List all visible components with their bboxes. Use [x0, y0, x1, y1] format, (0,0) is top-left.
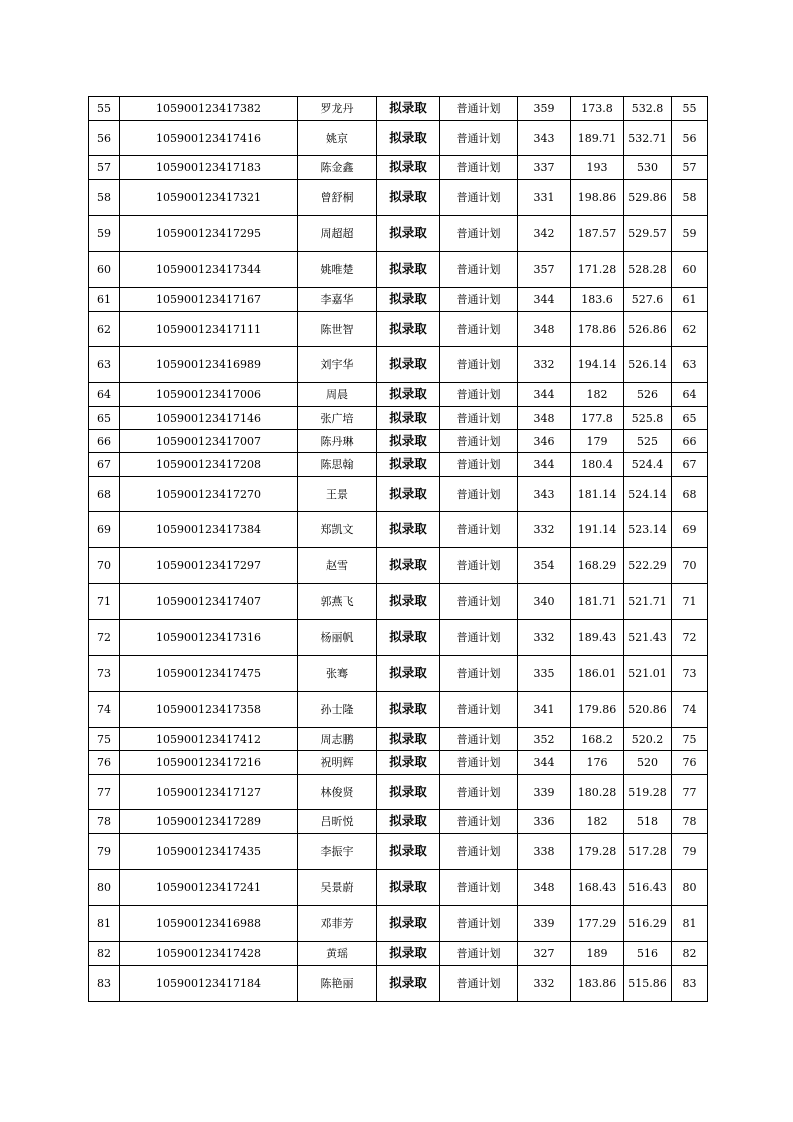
plan-cell: 普通计划	[440, 620, 518, 656]
initial-score-cell: 339	[518, 775, 571, 810]
initial-score-cell: 348	[518, 312, 571, 347]
exam-no-cell: 105900123417428	[120, 942, 298, 966]
table-row	[89, 548, 708, 584]
total-score-cell: 518	[624, 810, 672, 834]
exam-no-cell: 105900123417412	[120, 728, 298, 751]
initial-score-cell: 348	[518, 870, 571, 906]
status-cell: 拟录取	[377, 728, 440, 751]
exam-no-cell: 105900123416988	[120, 906, 298, 942]
rank-cell: 63	[672, 347, 708, 383]
exam-no-cell: 105900123417435	[120, 834, 298, 870]
initial-score-cell: 352	[518, 728, 571, 751]
plan-cell: 普通计划	[440, 775, 518, 810]
plan-cell: 普通计划	[440, 407, 518, 430]
initial-score-cell: 343	[518, 121, 571, 156]
seq-cell: 66	[89, 430, 120, 453]
name-cell: 黄瑶	[298, 942, 377, 966]
admission-table	[88, 96, 708, 1002]
plan-cell: 普通计划	[440, 383, 518, 407]
total-score-cell: 528.28	[624, 252, 672, 288]
table-row	[89, 430, 708, 453]
total-score-cell: 521.71	[624, 584, 672, 620]
name-cell: 曾舒桐	[298, 180, 377, 216]
name-cell: 吴景蔚	[298, 870, 377, 906]
table-row	[89, 584, 708, 620]
exam-no-cell: 105900123417316	[120, 620, 298, 656]
rank-cell: 83	[672, 966, 708, 1002]
retest-score-cell: 181.71	[571, 584, 624, 620]
seq-cell: 62	[89, 312, 120, 347]
exam-no-cell: 105900123417208	[120, 453, 298, 477]
initial-score-cell: 346	[518, 430, 571, 453]
total-score-cell: 516.43	[624, 870, 672, 906]
table-row	[89, 966, 708, 1002]
seq-cell: 67	[89, 453, 120, 477]
total-score-cell: 532.8	[624, 97, 672, 121]
retest-score-cell: 179	[571, 430, 624, 453]
retest-score-cell: 181.14	[571, 477, 624, 512]
retest-score-cell: 198.86	[571, 180, 624, 216]
initial-score-cell: 331	[518, 180, 571, 216]
retest-score-cell: 189.43	[571, 620, 624, 656]
initial-score-cell: 340	[518, 584, 571, 620]
retest-score-cell: 178.86	[571, 312, 624, 347]
rank-cell: 76	[672, 751, 708, 775]
rank-cell: 71	[672, 584, 708, 620]
exam-no-cell: 105900123417297	[120, 548, 298, 584]
retest-score-cell: 168.2	[571, 728, 624, 751]
status-cell: 拟录取	[377, 751, 440, 775]
total-score-cell: 516.29	[624, 906, 672, 942]
exam-no-cell: 105900123417241	[120, 870, 298, 906]
plan-cell: 普通计划	[440, 810, 518, 834]
retest-score-cell: 186.01	[571, 656, 624, 692]
seq-cell: 80	[89, 870, 120, 906]
table-row	[89, 252, 708, 288]
retest-score-cell: 182	[571, 810, 624, 834]
plan-cell: 普通计划	[440, 180, 518, 216]
initial-score-cell: 335	[518, 656, 571, 692]
seq-cell: 72	[89, 620, 120, 656]
plan-cell: 普通计划	[440, 548, 518, 584]
total-score-cell: 520.86	[624, 692, 672, 728]
name-cell: 陈艳丽	[298, 966, 377, 1002]
total-score-cell: 521.01	[624, 656, 672, 692]
retest-score-cell: 182	[571, 383, 624, 407]
status-cell: 拟录取	[377, 430, 440, 453]
total-score-cell: 523.14	[624, 512, 672, 548]
plan-cell: 普通计划	[440, 512, 518, 548]
total-score-cell: 516	[624, 942, 672, 966]
name-cell: 张广培	[298, 407, 377, 430]
retest-score-cell: 194.14	[571, 347, 624, 383]
exam-no-cell: 105900123417167	[120, 288, 298, 312]
name-cell: 周超超	[298, 216, 377, 252]
name-cell: 周志鹏	[298, 728, 377, 751]
plan-cell: 普通计划	[440, 584, 518, 620]
status-cell: 拟录取	[377, 834, 440, 870]
name-cell: 刘宇华	[298, 347, 377, 383]
table-row	[89, 870, 708, 906]
status-cell: 拟录取	[377, 347, 440, 383]
name-cell: 李嘉华	[298, 288, 377, 312]
initial-score-cell: 354	[518, 548, 571, 584]
exam-no-cell: 105900123417006	[120, 383, 298, 407]
seq-cell: 71	[89, 584, 120, 620]
name-cell: 郭燕飞	[298, 584, 377, 620]
table-row	[89, 906, 708, 942]
retest-score-cell: 180.28	[571, 775, 624, 810]
rank-cell: 75	[672, 728, 708, 751]
seq-cell: 64	[89, 383, 120, 407]
exam-no-cell: 105900123417146	[120, 407, 298, 430]
seq-cell: 81	[89, 906, 120, 942]
retest-score-cell: 191.14	[571, 512, 624, 548]
name-cell: 张骞	[298, 656, 377, 692]
table-row	[89, 775, 708, 810]
table-row	[89, 180, 708, 216]
initial-score-cell: 359	[518, 97, 571, 121]
exam-no-cell: 105900123417382	[120, 97, 298, 121]
seq-cell: 83	[89, 966, 120, 1002]
table-row	[89, 156, 708, 180]
status-cell: 拟录取	[377, 180, 440, 216]
seq-cell: 74	[89, 692, 120, 728]
status-cell: 拟录取	[377, 775, 440, 810]
table-row	[89, 751, 708, 775]
seq-cell: 73	[89, 656, 120, 692]
initial-score-cell: 348	[518, 407, 571, 430]
seq-cell: 82	[89, 942, 120, 966]
initial-score-cell: 332	[518, 966, 571, 1002]
exam-no-cell: 105900123416989	[120, 347, 298, 383]
seq-cell: 79	[89, 834, 120, 870]
retest-score-cell: 179.86	[571, 692, 624, 728]
total-score-cell: 529.57	[624, 216, 672, 252]
seq-cell: 58	[89, 180, 120, 216]
table-row	[89, 453, 708, 477]
initial-score-cell: 339	[518, 906, 571, 942]
rank-cell: 56	[672, 121, 708, 156]
rank-cell: 81	[672, 906, 708, 942]
rank-cell: 77	[672, 775, 708, 810]
retest-score-cell: 187.57	[571, 216, 624, 252]
initial-score-cell: 344	[518, 751, 571, 775]
status-cell: 拟录取	[377, 548, 440, 584]
status-cell: 拟录取	[377, 407, 440, 430]
rank-cell: 60	[672, 252, 708, 288]
name-cell: 祝明辉	[298, 751, 377, 775]
rank-cell: 70	[672, 548, 708, 584]
name-cell: 姚京	[298, 121, 377, 156]
table-row	[89, 728, 708, 751]
table-row	[89, 656, 708, 692]
plan-cell: 普通计划	[440, 156, 518, 180]
table-row	[89, 312, 708, 347]
exam-no-cell: 105900123417007	[120, 430, 298, 453]
retest-score-cell: 183.6	[571, 288, 624, 312]
total-score-cell: 532.71	[624, 121, 672, 156]
seq-cell: 56	[89, 121, 120, 156]
total-score-cell: 520.2	[624, 728, 672, 751]
total-score-cell: 525.8	[624, 407, 672, 430]
table-row	[89, 477, 708, 512]
exam-no-cell: 105900123417289	[120, 810, 298, 834]
table-body	[89, 97, 708, 1002]
initial-score-cell: 327	[518, 942, 571, 966]
total-score-cell: 521.43	[624, 620, 672, 656]
plan-cell: 普通计划	[440, 477, 518, 512]
rank-cell: 61	[672, 288, 708, 312]
rank-cell: 72	[672, 620, 708, 656]
seq-cell: 78	[89, 810, 120, 834]
status-cell: 拟录取	[377, 512, 440, 548]
rank-cell: 55	[672, 97, 708, 121]
status-cell: 拟录取	[377, 906, 440, 942]
rank-cell: 69	[672, 512, 708, 548]
seq-cell: 61	[89, 288, 120, 312]
total-score-cell: 527.6	[624, 288, 672, 312]
table-row	[89, 383, 708, 407]
status-cell: 拟录取	[377, 810, 440, 834]
total-score-cell: 525	[624, 430, 672, 453]
exam-no-cell: 105900123417344	[120, 252, 298, 288]
retest-score-cell: 193	[571, 156, 624, 180]
total-score-cell: 519.28	[624, 775, 672, 810]
status-cell: 拟录取	[377, 656, 440, 692]
exam-no-cell: 105900123417111	[120, 312, 298, 347]
plan-cell: 普通计划	[440, 966, 518, 1002]
exam-no-cell: 105900123417184	[120, 966, 298, 1002]
status-cell: 拟录取	[377, 966, 440, 1002]
rank-cell: 82	[672, 942, 708, 966]
plan-cell: 普通计划	[440, 121, 518, 156]
total-score-cell: 524.14	[624, 477, 672, 512]
rank-cell: 66	[672, 430, 708, 453]
name-cell: 吕昕悦	[298, 810, 377, 834]
total-score-cell: 526.86	[624, 312, 672, 347]
total-score-cell: 526	[624, 383, 672, 407]
table-row	[89, 347, 708, 383]
initial-score-cell: 344	[518, 383, 571, 407]
status-cell: 拟录取	[377, 453, 440, 477]
table-row	[89, 512, 708, 548]
status-cell: 拟录取	[377, 870, 440, 906]
rank-cell: 79	[672, 834, 708, 870]
plan-cell: 普通计划	[440, 834, 518, 870]
exam-no-cell: 105900123417416	[120, 121, 298, 156]
seq-cell: 69	[89, 512, 120, 548]
initial-score-cell: 338	[518, 834, 571, 870]
exam-no-cell: 105900123417216	[120, 751, 298, 775]
total-score-cell: 529.86	[624, 180, 672, 216]
total-score-cell: 526.14	[624, 347, 672, 383]
initial-score-cell: 344	[518, 288, 571, 312]
exam-no-cell: 105900123417270	[120, 477, 298, 512]
status-cell: 拟录取	[377, 312, 440, 347]
table-row	[89, 834, 708, 870]
name-cell: 姚唯楚	[298, 252, 377, 288]
status-cell: 拟录取	[377, 156, 440, 180]
plan-cell: 普通计划	[440, 347, 518, 383]
name-cell: 郑凯文	[298, 512, 377, 548]
plan-cell: 普通计划	[440, 751, 518, 775]
name-cell: 孙士隆	[298, 692, 377, 728]
retest-score-cell: 189	[571, 942, 624, 966]
exam-no-cell: 105900123417475	[120, 656, 298, 692]
rank-cell: 64	[672, 383, 708, 407]
status-cell: 拟录取	[377, 942, 440, 966]
table-row	[89, 121, 708, 156]
plan-cell: 普通计划	[440, 692, 518, 728]
exam-no-cell: 105900123417321	[120, 180, 298, 216]
initial-score-cell: 341	[518, 692, 571, 728]
name-cell: 陈丹琳	[298, 430, 377, 453]
name-cell: 邓菲芳	[298, 906, 377, 942]
exam-no-cell: 105900123417295	[120, 216, 298, 252]
plan-cell: 普通计划	[440, 656, 518, 692]
rank-cell: 80	[672, 870, 708, 906]
retest-score-cell: 171.28	[571, 252, 624, 288]
plan-cell: 普通计划	[440, 870, 518, 906]
name-cell: 罗龙丹	[298, 97, 377, 121]
retest-score-cell: 168.29	[571, 548, 624, 584]
retest-score-cell: 176	[571, 751, 624, 775]
rank-cell: 57	[672, 156, 708, 180]
plan-cell: 普通计划	[440, 942, 518, 966]
retest-score-cell: 173.8	[571, 97, 624, 121]
initial-score-cell: 336	[518, 810, 571, 834]
total-score-cell: 522.29	[624, 548, 672, 584]
plan-cell: 普通计划	[440, 430, 518, 453]
rank-cell: 73	[672, 656, 708, 692]
rank-cell: 58	[672, 180, 708, 216]
seq-cell: 59	[89, 216, 120, 252]
exam-no-cell: 105900123417127	[120, 775, 298, 810]
seq-cell: 57	[89, 156, 120, 180]
status-cell: 拟录取	[377, 584, 440, 620]
name-cell: 陈金鑫	[298, 156, 377, 180]
table-row	[89, 810, 708, 834]
seq-cell: 60	[89, 252, 120, 288]
status-cell: 拟录取	[377, 692, 440, 728]
initial-score-cell: 343	[518, 477, 571, 512]
status-cell: 拟录取	[377, 620, 440, 656]
status-cell: 拟录取	[377, 477, 440, 512]
plan-cell: 普通计划	[440, 906, 518, 942]
plan-cell: 普通计划	[440, 312, 518, 347]
rank-cell: 62	[672, 312, 708, 347]
plan-cell: 普通计划	[440, 288, 518, 312]
table-row	[89, 288, 708, 312]
status-cell: 拟录取	[377, 288, 440, 312]
seq-cell: 63	[89, 347, 120, 383]
name-cell: 杨丽帆	[298, 620, 377, 656]
plan-cell: 普通计划	[440, 252, 518, 288]
rank-cell: 68	[672, 477, 708, 512]
table-row	[89, 216, 708, 252]
plan-cell: 普通计划	[440, 728, 518, 751]
table-row	[89, 942, 708, 966]
exam-no-cell: 105900123417358	[120, 692, 298, 728]
seq-cell: 75	[89, 728, 120, 751]
total-score-cell: 530	[624, 156, 672, 180]
seq-cell: 68	[89, 477, 120, 512]
retest-score-cell: 168.43	[571, 870, 624, 906]
table-row	[89, 97, 708, 121]
rank-cell: 65	[672, 407, 708, 430]
name-cell: 陈思翰	[298, 453, 377, 477]
name-cell: 陈世智	[298, 312, 377, 347]
rank-cell: 74	[672, 692, 708, 728]
exam-no-cell: 105900123417384	[120, 512, 298, 548]
total-score-cell: 524.4	[624, 453, 672, 477]
seq-cell: 77	[89, 775, 120, 810]
retest-score-cell: 177.29	[571, 906, 624, 942]
plan-cell: 普通计划	[440, 453, 518, 477]
retest-score-cell: 189.71	[571, 121, 624, 156]
status-cell: 拟录取	[377, 252, 440, 288]
initial-score-cell: 342	[518, 216, 571, 252]
status-cell: 拟录取	[377, 97, 440, 121]
initial-score-cell: 332	[518, 512, 571, 548]
plan-cell: 普通计划	[440, 216, 518, 252]
table-row	[89, 692, 708, 728]
status-cell: 拟录取	[377, 216, 440, 252]
rank-cell: 78	[672, 810, 708, 834]
total-score-cell: 517.28	[624, 834, 672, 870]
initial-score-cell: 337	[518, 156, 571, 180]
name-cell: 林俊贤	[298, 775, 377, 810]
retest-score-cell: 183.86	[571, 966, 624, 1002]
retest-score-cell: 179.28	[571, 834, 624, 870]
initial-score-cell: 332	[518, 620, 571, 656]
seq-cell: 55	[89, 97, 120, 121]
exam-no-cell: 105900123417407	[120, 584, 298, 620]
initial-score-cell: 357	[518, 252, 571, 288]
retest-score-cell: 180.4	[571, 453, 624, 477]
initial-score-cell: 344	[518, 453, 571, 477]
rank-cell: 67	[672, 453, 708, 477]
status-cell: 拟录取	[377, 383, 440, 407]
total-score-cell: 520	[624, 751, 672, 775]
status-cell: 拟录取	[377, 121, 440, 156]
seq-cell: 76	[89, 751, 120, 775]
name-cell: 周晨	[298, 383, 377, 407]
name-cell: 李振宇	[298, 834, 377, 870]
rank-cell: 59	[672, 216, 708, 252]
exam-no-cell: 105900123417183	[120, 156, 298, 180]
initial-score-cell: 332	[518, 347, 571, 383]
table-row	[89, 620, 708, 656]
total-score-cell: 515.86	[624, 966, 672, 1002]
retest-score-cell: 177.8	[571, 407, 624, 430]
name-cell: 赵雪	[298, 548, 377, 584]
plan-cell: 普通计划	[440, 97, 518, 121]
seq-cell: 70	[89, 548, 120, 584]
name-cell: 王景	[298, 477, 377, 512]
table-row	[89, 407, 708, 430]
seq-cell: 65	[89, 407, 120, 430]
